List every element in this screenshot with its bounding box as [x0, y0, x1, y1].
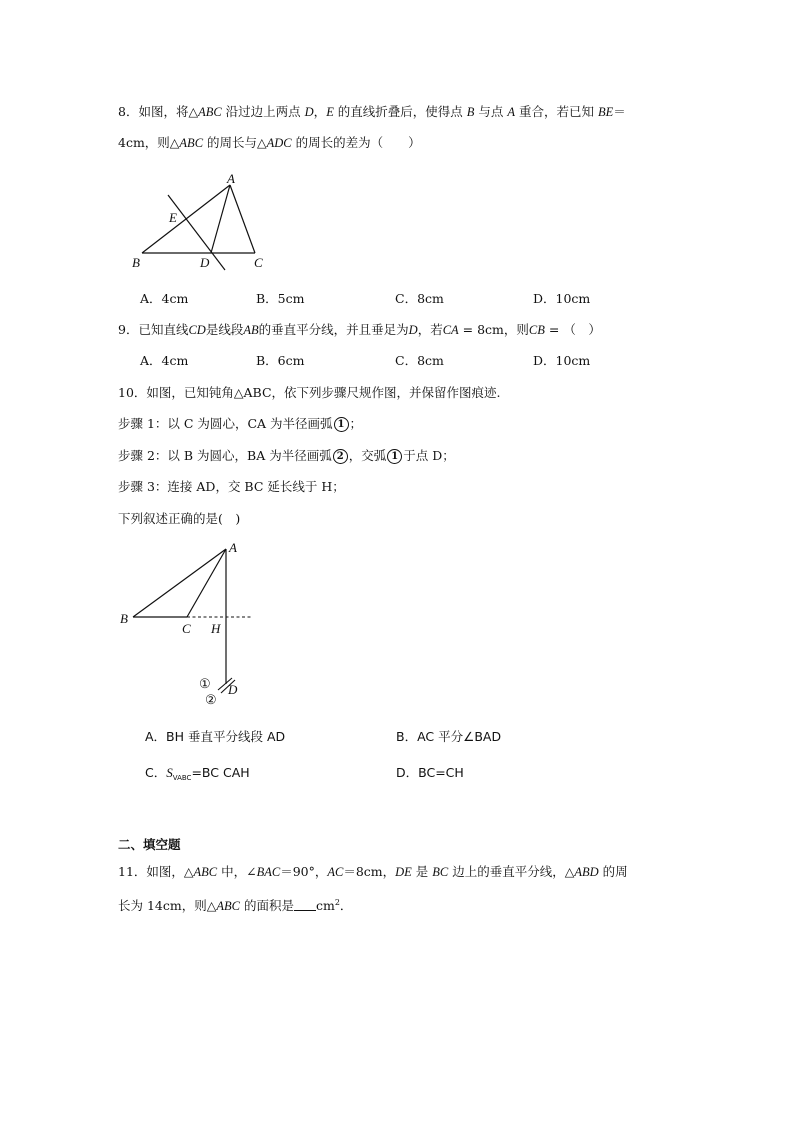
q8-text: ＝	[613, 104, 626, 119]
q8-option-b[interactable]: B．5cm	[256, 291, 305, 306]
q10-step-2	[118, 446, 455, 466]
q11-unit-exponent: 2	[334, 898, 340, 907]
q10-option-a[interactable]: A．BH 垂直平分线段 AD	[145, 729, 286, 744]
q8-text: 沿过边上两点	[221, 104, 305, 119]
q10-arc-label-1: ①	[199, 676, 211, 691]
q8-var: ABC	[198, 105, 222, 119]
q8-text: 的周长与△	[203, 135, 267, 150]
q10-label-c: C	[182, 621, 191, 636]
circled-one-icon: 1	[387, 449, 402, 464]
q8-label-b: B	[132, 255, 140, 270]
q8-text: ，	[313, 104, 327, 119]
q10-option-c-prefix: C．	[145, 765, 167, 780]
q9-var: CD	[188, 323, 206, 337]
q9-option-c[interactable]: C．8cm	[395, 353, 444, 368]
q8-var: ADC	[266, 136, 292, 150]
q8-label-c: C	[254, 255, 263, 270]
q10-line-1: 10．如图，已知钝角△ABC，依下列步骤尺规作图，并保留作图痕迹.	[118, 385, 501, 400]
q10-option-c[interactable]	[145, 763, 250, 788]
q10-question: 下列叙述正确的是( )	[118, 511, 241, 526]
q10-text: 步骤 1：以 C 为圆心，CA 为半径画弧	[118, 416, 333, 431]
q8-figure	[120, 168, 300, 278]
q8-var: ABC	[179, 136, 204, 150]
q9-text: 已知直线	[138, 322, 189, 337]
q11-var: ABC	[216, 899, 240, 914]
q8-var: B	[466, 105, 475, 119]
q10-label-a: A	[229, 540, 237, 555]
q9-text: ，若	[417, 322, 443, 337]
q10-figure	[115, 538, 265, 710]
q8-text: 的周长的差为（ ）	[291, 135, 421, 150]
circled-two-icon: 2	[333, 449, 348, 464]
q9-text: 的垂直平分线，并且垂足为	[258, 322, 409, 337]
q8-line-1	[118, 102, 626, 122]
q11-text: 11．如图，△	[118, 864, 194, 879]
q9-option-b[interactable]: B．6cm	[256, 353, 305, 368]
q8-text: 重合，若已知	[515, 104, 598, 119]
q11-text: ．	[339, 898, 353, 914]
q10-option-c-subscript: VABC	[172, 774, 192, 782]
circled-one-icon: 1	[334, 417, 349, 432]
q11-line-1	[118, 862, 628, 882]
q8-text: 的直线折叠后，使得点	[333, 104, 467, 119]
q10-option-d[interactable]: D．BC=CH	[396, 765, 464, 780]
q11-text: 长为 14cm，则△	[118, 898, 217, 914]
q10-text: ，交弧	[348, 448, 387, 463]
q10-step-3: 步骤 3：连接 AD，交 BC 延长线于 H；	[118, 479, 345, 494]
q11-var: ABD	[574, 865, 599, 879]
q11-text: 中，∠	[217, 864, 257, 879]
q11-text: 边上的垂直平分线，△	[448, 864, 575, 879]
q9-var: AB	[243, 323, 259, 337]
q9-text: = 8cm，则	[458, 322, 529, 337]
q8-text: 4cm，则△	[118, 135, 180, 150]
q8-var: BE	[597, 105, 614, 119]
q10-step-1	[118, 414, 362, 434]
q8-option-c[interactable]: C．8cm	[395, 291, 444, 306]
q9-text: 是线段	[205, 322, 244, 337]
q10-text: 步骤 2：以 B 为圆心，BA 为半径画弧	[118, 448, 332, 463]
q8-text: 如图，将△	[138, 104, 199, 119]
q11-line-2	[118, 893, 352, 916]
q10-label-h: H	[211, 621, 221, 636]
q8-option-a[interactable]: A．4cm	[140, 291, 189, 306]
q8-label-a: A	[227, 171, 235, 186]
q10-option-c-text: =BC CAH	[191, 765, 250, 780]
q8-var: A	[507, 105, 516, 119]
q8-label-d: D	[200, 255, 210, 270]
q8-line-2	[118, 133, 421, 153]
q10-option-b[interactable]: B．AC 平分∠BAD	[396, 729, 502, 744]
q9-var: CA	[442, 323, 459, 337]
q11-text: ＝90°，	[280, 864, 328, 879]
q10-text: 于点 D；	[403, 448, 455, 463]
q9-number: 9．	[118, 322, 139, 337]
answer-blank[interactable]	[294, 898, 316, 911]
q11-var: BAC	[256, 865, 281, 879]
q8-segment-ad	[211, 185, 230, 253]
q9-var: CB	[528, 323, 545, 337]
q11-unit: cm	[315, 898, 335, 914]
q11-text: ＝8cm，	[343, 864, 396, 879]
q8-var: D	[304, 105, 314, 119]
q8-number: 8．	[118, 104, 139, 119]
q10-arc-label-2: ②	[205, 692, 217, 707]
q10-segment-ba	[133, 549, 226, 617]
q8-var: E	[326, 105, 334, 119]
q11-var: AC	[327, 865, 344, 879]
q11-var: DE	[395, 865, 412, 879]
section-heading: 二、填空题	[118, 837, 181, 852]
q9-var: D	[408, 323, 418, 337]
q11-var: BC	[432, 865, 449, 879]
q11-var: ABC	[193, 865, 218, 879]
q11-text: 是	[411, 864, 433, 879]
q8-label-e: E	[169, 210, 177, 225]
q8-segment-ac	[230, 185, 255, 253]
q9-option-d[interactable]: D．10cm	[533, 353, 591, 368]
q10-option-c-s: S	[166, 765, 173, 780]
q9-text: = （ ）	[544, 322, 601, 337]
q10-text: ；	[349, 416, 363, 431]
q11-text: 的周	[598, 864, 628, 879]
q9-line	[118, 320, 601, 340]
q10-label-d: D	[228, 682, 238, 697]
q8-text: 与点	[474, 104, 508, 119]
q8-option-d[interactable]: D．10cm	[533, 291, 591, 306]
q11-text: 的面积是	[239, 898, 294, 914]
q10-segment-ca	[187, 549, 226, 617]
q9-option-a[interactable]: A．4cm	[140, 353, 189, 368]
q10-label-b: B	[120, 611, 128, 626]
